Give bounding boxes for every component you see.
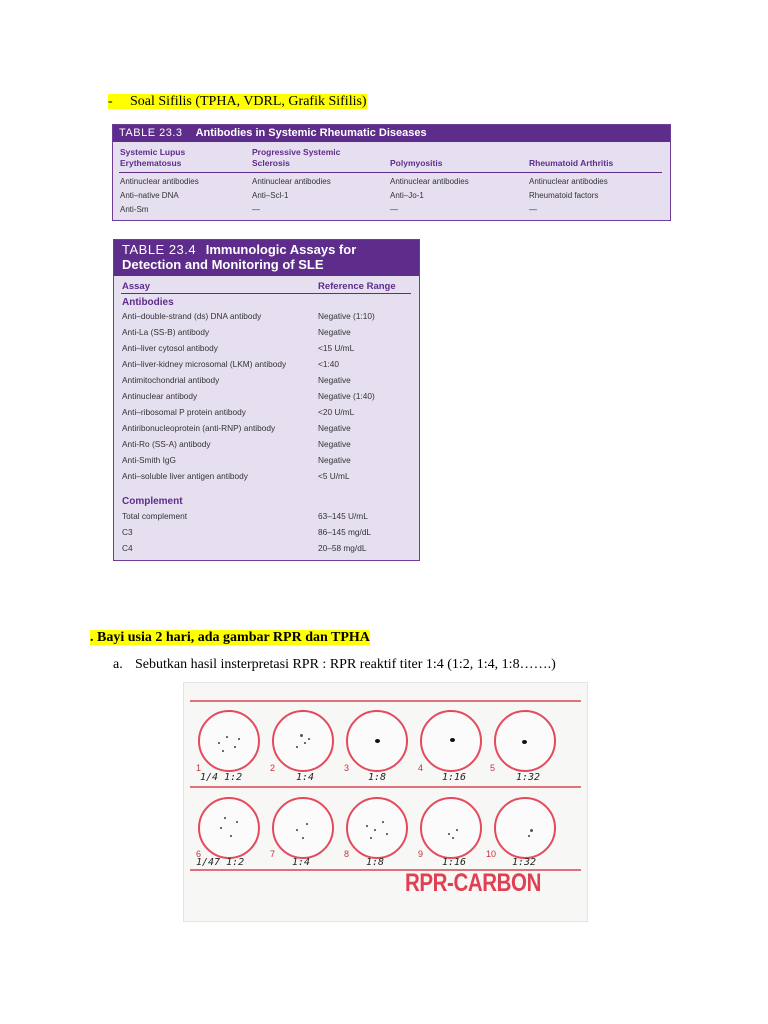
test-circle	[494, 797, 556, 859]
reference-range: Negative	[318, 439, 351, 449]
test-circle	[494, 710, 556, 772]
table-cell: Anti–native DNA	[120, 191, 179, 200]
reference-range: 63–145 U/mL	[318, 511, 368, 521]
circle-number: 5	[490, 763, 496, 773]
list-item-a	[113, 657, 556, 673]
assay-name: Antiribonucleoprotein (anti-RNP) antibody	[122, 423, 276, 433]
reference-range: Negative (1:10)	[318, 311, 375, 321]
assay-name: C3	[122, 527, 133, 537]
circle-number: 8	[344, 849, 350, 859]
reference-range: <15 U/mL	[318, 343, 355, 353]
handwritten-titer: 1:32	[512, 857, 537, 868]
test-circle	[272, 797, 334, 859]
column-header: Progressive Systemic Sclerosis	[252, 147, 341, 168]
column-header: Rheumatoid Arthritis	[529, 158, 614, 168]
table-title: Immunologic Assays for Detection and Monitoring of SLE	[122, 242, 357, 272]
table-rule	[121, 293, 411, 294]
column-header: Polymyositis	[390, 158, 443, 168]
table-title: Antibodies in Systemic Rheumatic Diseases	[195, 127, 427, 139]
assay-name: Anti–ribosomal P protein antibody	[122, 407, 246, 417]
table-cell: Antinuclear antibodies	[529, 177, 608, 186]
reference-range: Negative	[318, 455, 351, 465]
assay-name: Anti-Ro (SS-A) antibody	[122, 439, 211, 449]
assay-name: Anti–soluble liver antigen antibody	[122, 471, 248, 481]
assay-name: Anti–double-strand (ds) DNA antibody	[122, 311, 262, 321]
table-cell: Anti-Sm	[120, 205, 149, 214]
reference-range: Negative	[318, 327, 351, 337]
reference-range: 86–145 mg/dL	[318, 527, 372, 537]
handwritten-titer: 1:8	[368, 772, 387, 783]
handwritten-titer: 1:4	[296, 772, 315, 783]
table-cell: —	[252, 205, 260, 214]
assay-name: Total complement	[122, 511, 188, 521]
assay-name: Antinuclear antibody	[122, 391, 198, 401]
dash-marker: -	[108, 94, 113, 109]
reference-range: <5 U/mL	[318, 471, 350, 481]
table-number: TABLE 23.3	[119, 127, 183, 139]
circle-number: 3	[344, 763, 350, 773]
handwritten-prefix: 1/47	[196, 857, 221, 868]
circle-number: 7	[270, 849, 276, 859]
handwritten-titer: 1:32	[516, 772, 541, 783]
rpr-card-photo	[183, 682, 588, 922]
test-circle	[420, 797, 482, 859]
list-item-text: Sebutkan hasil insterpretasi RPR : RPR reaktif titer 1:4 (1:2, 1:4, 1:8…….)	[135, 657, 556, 672]
reference-range: Negative	[318, 423, 351, 433]
test-circle	[346, 797, 408, 859]
table-23-4	[113, 239, 420, 561]
test-circle	[346, 710, 408, 772]
handwritten-note	[200, 772, 242, 783]
assay-name: C4	[122, 543, 133, 553]
test-circle	[272, 710, 334, 772]
reference-range: 20–58 mg/dL	[318, 543, 367, 553]
section-heading-text: . Bayi usia 2 hari, ada gambar RPR dan TPHA	[90, 630, 370, 645]
table-cell: Rheumatoid factors	[529, 191, 599, 200]
card-red-line	[190, 700, 581, 702]
handwritten-titer: 1:4	[292, 857, 311, 868]
table-cell: Antinuclear antibodies	[120, 177, 199, 186]
handwritten-titer: 1:8	[366, 857, 385, 868]
section-label-antibodies: Antibodies	[122, 297, 174, 308]
handwritten-titer: 1:2	[224, 772, 243, 783]
reference-range: Negative	[318, 375, 351, 385]
assay-name: Anti–liver cytosol antibody	[122, 343, 218, 353]
column-header: Systemic Lupus Erythematosus	[120, 147, 186, 168]
table-cell: Anti–Jo-1	[390, 191, 424, 200]
circle-number: 4	[418, 763, 424, 773]
circle-number: 9	[418, 849, 424, 859]
table-cell: Antinuclear antibodies	[390, 177, 469, 186]
section-heading-text: Soal Sifilis (TPHA, VDRL, Grafik Sifilis)	[130, 94, 367, 109]
reference-range: <20 U/mL	[318, 407, 355, 417]
handwritten-titer: 1:16	[442, 857, 467, 868]
table-cell: —	[390, 205, 398, 214]
test-circle	[198, 797, 260, 859]
circle-number: 1	[196, 763, 202, 773]
card-red-line	[190, 786, 581, 788]
table-cell: Antinuclear antibodies	[252, 177, 331, 186]
section-label-complement: Complement	[122, 496, 183, 507]
reference-range: Negative (1:40)	[318, 391, 375, 401]
column-header-range: Reference Range	[318, 281, 396, 292]
handwritten-note	[196, 857, 244, 868]
test-circle	[198, 710, 260, 772]
handwritten-prefix: 1/4	[200, 772, 219, 783]
table-number: TABLE 23.4	[122, 242, 197, 257]
section-heading-bayi	[90, 630, 370, 646]
assay-name: Anti–liver-kidney microsomal (LKM) antibody	[122, 359, 287, 369]
circle-number: 10	[486, 849, 497, 859]
circle-number: 6	[196, 849, 202, 859]
handwritten-titer: 1:2	[226, 857, 245, 868]
table-cell: Anti–Scl-1	[252, 191, 289, 200]
list-item-label: a.	[113, 657, 123, 672]
reference-range: <1:40	[318, 359, 339, 369]
handwritten-titer: 1:16	[442, 772, 467, 783]
table-23-4-header	[114, 240, 419, 276]
table-23-3	[112, 124, 671, 221]
test-circle	[420, 710, 482, 772]
assay-name: Antimitochondrial antibody	[122, 375, 220, 385]
circle-number: 2	[270, 763, 276, 773]
column-header-assay: Assay	[122, 281, 150, 292]
assay-name: Anti-La (SS-B) antibody	[122, 327, 210, 337]
assay-name: Anti-Smith IgG	[122, 455, 176, 465]
table-cell: —	[529, 205, 537, 214]
table-rule	[119, 172, 662, 173]
rpr-carbon-brand-label: RPR-CARBON	[405, 869, 541, 897]
section-heading-sifilis	[108, 94, 367, 110]
table-23-3-header	[113, 125, 670, 142]
